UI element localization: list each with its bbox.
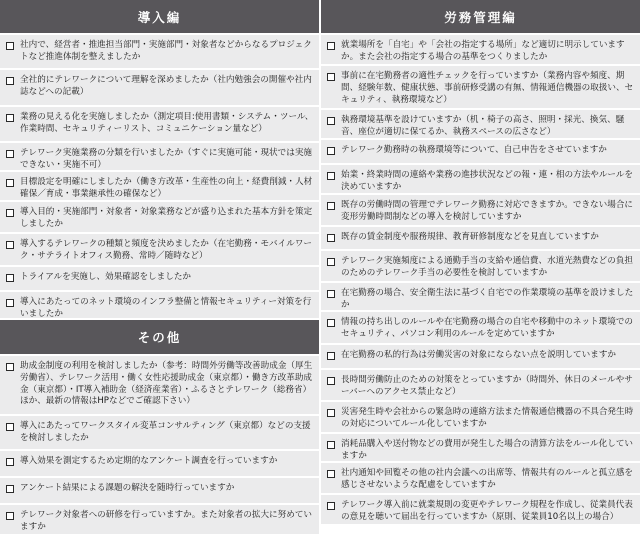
- checklist-item-text: 情報の持ち出しのルールや在宅勤務の場合の自宅や移動中のネット環境でのセキュリティ、パソコン利用のルールを定めていますか: [341, 317, 634, 339]
- checklist-item: [0, 232, 319, 265]
- checklist-item: [321, 493, 640, 524]
- checkbox[interactable]: [327, 42, 335, 50]
- checklist-item: [321, 193, 640, 225]
- checklist-item-text: 事前に在宅勤務者の適性チェックを行っていますか（業務内容や頻度、期間、経験年数、健康状態、事前研修受講の有無、情報通信機器の取扱い、セキュリティ、執務環境など）: [341, 71, 634, 105]
- right-column: [321, 0, 640, 534]
- checklist-item: [0, 265, 319, 290]
- checklist-item-text: 消耗品購入や送付物などの費用が発生した場合の清算方法をルール化していますか: [341, 439, 634, 461]
- checklist-item-text: トライアルを実施し、効果確認をしましたか: [20, 272, 192, 282]
- section-header-introduction: 導入編: [0, 0, 319, 33]
- checkbox[interactable]: [327, 441, 335, 449]
- checklist-item-text: 社内通知や回覧その他の社内会議への出席等、情報共有のルールと孤立感を感じさせないような配慮をしていますか: [341, 468, 634, 490]
- checkbox[interactable]: [6, 77, 14, 85]
- checkbox[interactable]: [6, 241, 14, 249]
- checkbox[interactable]: [327, 147, 335, 155]
- checklist-item-text: 災害発生時や会社からの緊急時の連絡方法また情報通信機器の不具合発生時の対応についてルール化していますか: [341, 407, 634, 429]
- checklist-item: [0, 68, 319, 105]
- checklist-item-text: 助成金制度の利用を検討しましたか（参考：時間外労働等改善助成金（厚生労働省）、テレワーク活用・働く女性応援助成金（東京都）・働き方改革助成金（東京都）・IT導入補助金（経済産業省）・ふるさとテレワーク（総務省）ほか、最新の情報はHPなどでご確認下さい）: [20, 361, 313, 407]
- checkbox[interactable]: [327, 202, 335, 210]
- checklist-item-text: 導入目的・実施部門・対象者・対象業務などが盛り込まれた基本方針を策定しましたか: [20, 207, 313, 229]
- checklist-item: [321, 343, 640, 368]
- checkbox[interactable]: [6, 150, 14, 158]
- checklist-item-text: テレワーク対象者への研修を行っていますか。また対象者の拡大に努めていますか: [20, 510, 313, 532]
- checkbox[interactable]: [327, 172, 335, 180]
- checkbox[interactable]: [6, 512, 14, 520]
- checkbox[interactable]: [6, 299, 14, 307]
- checklist-item-text: 導入にあたってワークスタイル変革コンサルティング（東京都）などの支援を検討しましたか: [20, 421, 311, 443]
- checklist-item: [321, 108, 640, 138]
- checklist-item: [0, 290, 319, 318]
- checkbox[interactable]: [6, 458, 14, 466]
- checklist-item-text: 導入にあたってのネット環境のインフラ整備と情報セキュリティー対策を行いましたか: [20, 297, 312, 318]
- checklist-item-text: テレワーク実施頻度による通勤手当の支給や通信費、水道光熱費などの負担のためのテレワーク手当の必要性を検討していますか: [341, 256, 634, 278]
- checkbox[interactable]: [6, 42, 14, 50]
- checklist-item-text: 在宅勤務の私的行為は労働災害の対象にならない点を説明していますか: [341, 350, 617, 360]
- checklist-item: [321, 163, 640, 193]
- checkbox[interactable]: [6, 423, 14, 431]
- checklist-item: [321, 225, 640, 249]
- checklist-item-text: テレワーク勤務時の執務環境等について、自己申告をさせていますか: [341, 145, 607, 155]
- checklist-item: [0, 200, 319, 232]
- checklist-item-text: 目標設定を明確にしましたか（働き方改革・生産性の向上・経費削減・人材確保／育成・事業継承性の確保など）: [20, 177, 313, 199]
- checklist-item-text: 導入効果を測定するため定期的なアンケート調査を行っていますか: [20, 456, 278, 466]
- checkbox[interactable]: [327, 117, 335, 125]
- checklist-item-text: 始業・終業時間の連絡や業務の進捗状況などの報・連・相の方法やルールを決めていますか: [341, 170, 634, 192]
- checkbox[interactable]: [327, 502, 335, 510]
- checklist-item: [0, 170, 319, 200]
- checkbox[interactable]: [327, 73, 335, 81]
- left-column: [0, 0, 319, 534]
- checklist-item: [321, 368, 640, 400]
- checklist-item: [0, 354, 319, 414]
- checkbox[interactable]: [6, 114, 14, 122]
- checkbox[interactable]: [327, 470, 335, 478]
- checklist-item: [321, 138, 640, 163]
- checkbox[interactable]: [327, 377, 335, 385]
- checklist-item: [0, 503, 319, 534]
- checklist-item-text: 長時間労働防止のための対策をとっていますか（時間外、休日のメールやサーバーへのアクセス禁止など）: [341, 375, 633, 397]
- checklist-item: [0, 33, 319, 68]
- checklist-item: [0, 141, 319, 170]
- checkbox[interactable]: [327, 352, 335, 360]
- checklist-item-text: 社内で、経営者・推進担当部門・実施部門・対象者などからなるプロジェクトなど推進体制を整えましたか: [20, 40, 312, 62]
- checklist-item-text: アンケート結果による課題の解決を随時行っていますか: [20, 483, 235, 493]
- checkbox[interactable]: [327, 290, 335, 298]
- checkbox[interactable]: [327, 258, 335, 266]
- checkbox[interactable]: [327, 409, 335, 417]
- checklist-item: [321, 33, 640, 64]
- checklist-item: [321, 432, 640, 461]
- checklist-item-text: 執務環境基準を設けていますか（机・椅子の高さ、照明・採光、換気、騒音、座位が適切に保てるか、執務スペースの広さなど）: [341, 115, 625, 137]
- checklist-item: [321, 310, 640, 343]
- checklist-item: [0, 105, 319, 141]
- checklist-item-text: テレワーク導入前に就業規則の変更やテレワーク規程を作成し、従業員代表の意見を聴いて届出を行っていますか（原則、従業員10名以上の場合）: [341, 500, 633, 522]
- checklist-item: [321, 281, 640, 310]
- checklist-item-text: 在宅勤務の場合、安全衛生法に基づく自宅での作業環境の基準を設けましたか: [341, 288, 634, 310]
- checkbox[interactable]: [6, 485, 14, 493]
- checklist-item-text: 就業場所を「自宅」や「会社の指定する場所」など適切に明示していますか。また会社の指定する場合の基準をつくりましたか: [341, 40, 625, 62]
- checklist-item-text: 業務の見える化を実施しましたか（測定項目:使用書類・システム・ツール、作業時間、セキュリティーリスト、コミュニケーション量など）: [20, 112, 314, 134]
- checklist-item-text: 既存の労働時間の管理でテレワーク勤務に対応できますか。できない場合に変形労働時間制などの導入を検討していますか: [341, 200, 634, 222]
- section-header-labor-management: 労務管理編: [321, 0, 640, 33]
- checklist-item: [321, 461, 640, 493]
- checkbox[interactable]: [6, 274, 14, 282]
- checklist-item: [0, 449, 319, 476]
- checklist-item: [321, 400, 640, 432]
- section-header-other: その他: [0, 318, 319, 354]
- checklist-item-text: 既存の賃金制度や服務規律、教育研修制度などを見直していますか: [341, 232, 599, 242]
- checklist-item: [321, 249, 640, 281]
- checklist-item: [0, 414, 319, 449]
- checkbox[interactable]: [6, 209, 14, 217]
- checklist-item-text: 全社的にテレワークについて理解を深めましたか（社内勉強会の開催や社内誌などへの記載）: [20, 75, 312, 97]
- checklist-item-text: テレワーク実施業務の分類を行いましたか（すぐに実施可能・現状では実施できない・実施不可）: [20, 148, 313, 170]
- checkbox[interactable]: [327, 234, 335, 242]
- checkbox[interactable]: [6, 363, 14, 371]
- checklist-item: [0, 476, 319, 503]
- checkbox[interactable]: [6, 179, 14, 187]
- checkbox[interactable]: [327, 319, 335, 327]
- checklist-item: [321, 64, 640, 108]
- checklist-item-text: 導入するテレワークの種類と頻度を決めましたか（在宅勤務・モバイルワーク・サテライトオフィス勤務、常時／随時など）: [20, 239, 313, 261]
